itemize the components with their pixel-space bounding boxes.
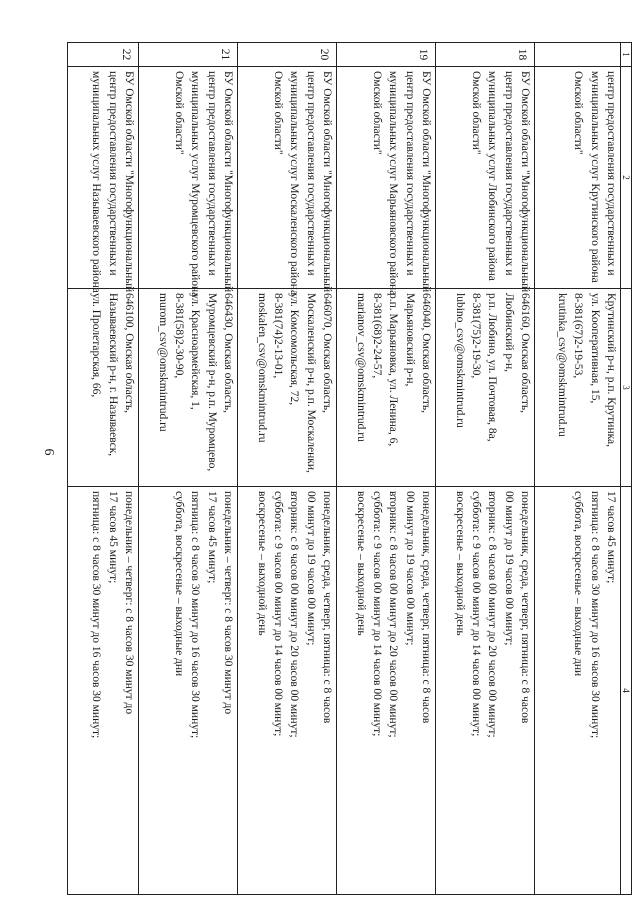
office-address-cell xyxy=(238,289,337,487)
office-address-cell xyxy=(436,289,535,487)
office-schedule-cell xyxy=(535,487,621,895)
header-col-3: 3 xyxy=(621,289,632,487)
office-schedule-line: понедельник – четверг: с 8 часов 30 минут до xyxy=(123,491,135,715)
office-schedule-line: вторник: с 8 часов 00 минут до 20 часов 00 минут; xyxy=(387,491,400,738)
office-schedule-line: суббота: с 9 часов 00 минут до 14 часов 00 минут; xyxy=(272,491,285,737)
office-schedule-line: 17 часов 45 минут; xyxy=(605,491,617,584)
office-name-line: Омской области" xyxy=(173,71,186,155)
office-address-line: krutinka_csv@omskmintrud.ru xyxy=(556,293,569,437)
table-body xyxy=(68,43,621,895)
table-row xyxy=(436,43,535,895)
office-name-line: центр предоставления государственных и xyxy=(605,71,617,276)
office-schedule-line: воскресенье – выходной день xyxy=(354,491,367,636)
office-name-line: БУ Омской области "Многофункциональный xyxy=(321,71,333,293)
office-name-line: БУ Омской области "Многофункциональный xyxy=(222,71,234,293)
office-schedule-cell xyxy=(436,487,535,895)
office-address-line: moskalen_csv@omskmintrud.ru xyxy=(255,293,268,443)
office-address-line: lubino_csv@omskmintrud.ru xyxy=(453,293,466,428)
header-row xyxy=(621,43,632,895)
office-schedule-line: 17 часов 45 минут; xyxy=(205,491,218,584)
rotated-table-container xyxy=(77,42,632,894)
office-address-cell xyxy=(68,289,139,487)
office-schedule-cell xyxy=(337,487,436,895)
office-name-line: муниципальных услуг Любинского района xyxy=(486,71,499,281)
office-address-line: ул. Пролетарская, 66, xyxy=(90,293,103,398)
office-schedule-line: воскресенье – выходной день xyxy=(255,491,268,636)
office-name-line: центр предоставления государственных и xyxy=(205,71,218,276)
office-name-line: муниципальных услуг Москаленского района xyxy=(288,71,301,296)
office-name-line: БУ Омской области "Многофункциональный xyxy=(420,71,432,293)
office-name-line: Омской области" xyxy=(371,71,384,155)
office-address-line: Крутинский р-н, р.п. Крутинка, xyxy=(605,293,617,447)
office-schedule-line: вторник: с 8 часов 00 минут до 20 часов 00 минут; xyxy=(486,491,499,738)
office-name-cell xyxy=(337,67,436,296)
office-schedule-cell xyxy=(238,487,337,895)
office-address-line: 8-381(68)2-24-57, xyxy=(371,293,384,379)
office-name-cell xyxy=(139,67,238,298)
office-name-line: Омской области" xyxy=(272,71,285,155)
office-schedule-line: 00 минут до 19 часов 00 минут; xyxy=(403,491,416,646)
office-address-cell xyxy=(337,289,436,487)
office-name-line: муниципальных услуг Муромцевского района xyxy=(189,71,202,298)
office-name-line: БУ Омской области "Многофункциональный xyxy=(123,71,135,293)
office-address-line: 8-381(74)2-13-01, xyxy=(272,293,285,379)
office-name-cell xyxy=(535,67,621,289)
office-schedule-line: суббота, воскресенье – выходные дни xyxy=(572,491,585,677)
office-schedule-line: понедельник, среда, четверг, пятница: с 8 часов xyxy=(420,491,432,724)
mfc-offices-table xyxy=(67,42,632,895)
office-address-line: murom_csv@omskmintrud.ru xyxy=(156,293,169,432)
office-schedule-line: суббота: с 9 часов 00 минут до 14 часов 00 минут; xyxy=(470,491,483,737)
office-name-line: центр предоставления государственных и xyxy=(403,71,416,276)
office-schedule-line: 00 минут до 19 часов 00 минут; xyxy=(502,491,515,646)
office-name-line: Омской области" xyxy=(572,71,585,155)
office-address-line: Называевский р-н, г. Называевск, xyxy=(106,293,119,457)
office-address-line: 646100, Омская область, xyxy=(123,293,135,414)
office-address-line: р.п. Марьяновка, ул. Ленина, 6, xyxy=(387,293,400,447)
office-name-line: центр предоставления государственных и xyxy=(304,71,317,276)
office-schedule-line: суббота: с 9 часов 00 минут до 14 часов 00 минут; xyxy=(371,491,384,737)
office-schedule-cell xyxy=(139,487,238,895)
office-schedule-line: суббота, воскресенье – выходные дни xyxy=(173,491,186,677)
office-address-cell xyxy=(139,289,238,487)
office-address-line: 646160, Омская область, xyxy=(519,293,531,414)
row-number: 21 xyxy=(139,43,238,67)
office-address-line: Марьяновский р-н, xyxy=(403,293,416,387)
office-address-line: 8-381(75)2-19-30, xyxy=(470,293,483,379)
row-number: 20 xyxy=(238,43,337,67)
office-name-cell xyxy=(238,67,337,296)
office-name-cell xyxy=(68,67,139,293)
office-schedule-line: понедельник, среда, четверг, пятница: с 8 часов xyxy=(519,491,531,724)
office-name-cell xyxy=(436,67,535,293)
office-name-line: Омской области" xyxy=(470,71,483,155)
office-address-line: 646430, Омская область, xyxy=(222,293,234,414)
header-col-4: 4 xyxy=(621,487,632,895)
office-name-line: муниципальных услуг Марьяновского района xyxy=(387,71,400,296)
row-number: 19 xyxy=(337,43,436,67)
office-schedule-line: вторник: с 8 часов 00 минут до 20 часов 00 минут; xyxy=(288,491,301,738)
row-number xyxy=(535,43,621,67)
office-address-line: Москаленский р-н, р.п. Москаленки, xyxy=(304,293,317,473)
office-name-line: центр предоставления государственных и xyxy=(106,71,119,276)
office-name-line: муниципальных услуг Называевского района xyxy=(90,71,103,293)
office-schedule-line: понедельник, среда, четверг, пятница: с 8 часов xyxy=(321,491,333,724)
office-schedule-line: пятница: с 8 часов 30 минут до 16 часов 30 минут; xyxy=(588,491,601,739)
office-name-line: БУ Омской области "Многофункциональный xyxy=(519,71,531,293)
office-address-line: 646070, Омская область, xyxy=(321,293,333,414)
header-col-2: 2 xyxy=(621,67,632,289)
table-row xyxy=(337,43,436,895)
office-schedule-line: пятница: с 8 часов 30 минут до 16 часов 30 минут; xyxy=(189,491,202,739)
office-name-line: центр предоставления государственных и xyxy=(502,71,515,276)
office-address-line: 8-381(67)2-19-53, xyxy=(572,293,585,379)
office-address-line: 646040, Омская область, xyxy=(420,293,432,414)
office-schedule-line: 00 минут до 19 часов 00 минут; xyxy=(304,491,317,646)
office-address-line: ул. Красноармейская, 1, xyxy=(189,293,202,410)
office-address-line: р.п. Любино, ул. Почтовая, 8а, xyxy=(486,293,499,442)
table-row xyxy=(238,43,337,895)
office-address-line: Муромцевский р-н, р.п. Муромцево, xyxy=(205,293,218,472)
table-row xyxy=(68,43,139,895)
header-col-1: 1 xyxy=(621,43,632,67)
office-address-cell xyxy=(535,289,621,487)
office-name-line: муниципальных услуг Крутинского района xyxy=(588,71,601,283)
row-number: 22 xyxy=(68,43,139,67)
office-schedule-line: 17 часов 45 минут; xyxy=(106,491,119,584)
office-schedule-cell xyxy=(68,487,139,895)
table-row xyxy=(535,43,621,895)
office-schedule-line: пятница: с 8 часов 30 минут до 16 часов 30 минут; xyxy=(90,491,103,739)
office-address-line: Любинский р-н, xyxy=(502,293,515,373)
page-number: 6 xyxy=(41,448,56,456)
table-row xyxy=(139,43,238,895)
row-number: 18 xyxy=(436,43,535,67)
office-address-line: ул. Комсомольская, 72, xyxy=(288,293,301,406)
office-address-line: 8-381(58)2-30-90, xyxy=(173,293,186,379)
office-schedule-line: понедельник – четверг: с 8 часов 30 минут до xyxy=(222,491,234,715)
office-address-line: ул. Кооперативная, 15, xyxy=(588,293,601,404)
office-address-line: marianov_csv@omskmintrud.ru xyxy=(354,293,367,442)
office-schedule-line: воскресенье – выходной день xyxy=(453,491,466,636)
